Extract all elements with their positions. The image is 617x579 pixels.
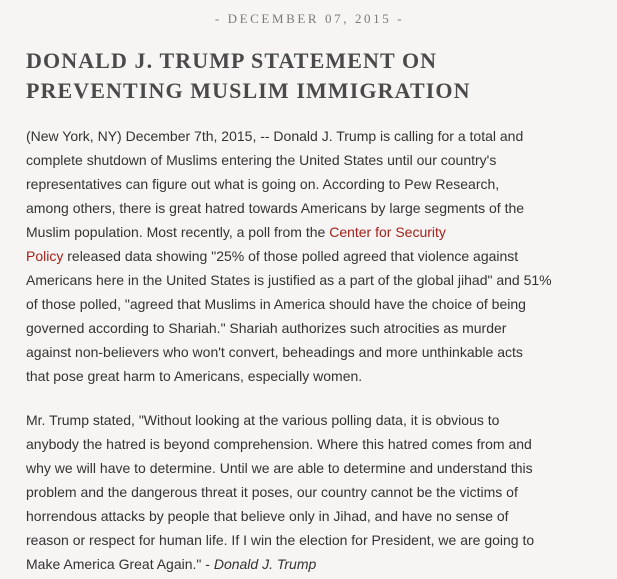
title-line-1: DONALD J. TRUMP STATEMENT ON (26, 48, 438, 73)
paragraph-2-line: horrendous attacks by people that believe only in Jihad, and have no sense of (26, 508, 509, 524)
paragraph-1-line: complete shutdown of Muslims entering the United States until our country's (26, 152, 497, 168)
paragraph-1-line: among others, there is great hatred towards Americans by large segments of the (26, 200, 525, 216)
paragraph-1-line (26, 220, 594, 244)
article-title (26, 46, 593, 106)
paragraph-1-line: of those polled, "agreed that Muslims in America should have the choice of being (26, 296, 526, 312)
paragraph-2-line: Mr. Trump stated, "Without looking at the various polling data, it is obvious to (26, 412, 500, 428)
paragraph-1-line: governed according to Shariah." Shariah authorizes such atrocities as murder (26, 320, 507, 336)
paragraph-2-line: problem and the dangerous threat it poses, our country cannot be the victims of (26, 484, 518, 500)
paragraph-2-line: anybody the hatred is beyond comprehension. Where this hatred comes from and (26, 436, 532, 452)
author-name: Donald J. Trump (213, 556, 317, 572)
paragraph-1-line: against non-believers who won't convert, beheadings and more unthinkable acts (26, 344, 523, 360)
paragraph-1-line: that pose great harm to Americans, especially women. (26, 368, 363, 384)
paragraph-1-line (26, 244, 594, 268)
center-for-security-policy-link[interactable]: Center for Security (329, 224, 446, 240)
title-line-2: PREVENTING MUSLIM IMMIGRATION (26, 78, 471, 103)
paragraph-1-text: released data showing "25% of those polled agreed that violence against (63, 248, 519, 264)
center-for-security-policy-link-continued[interactable]: Policy (26, 248, 64, 264)
paragraph-2-text: Make America Great Again." - (26, 556, 214, 572)
paragraph-1-line: representatives can figure out what is going on. According to Pew Research, (26, 176, 500, 192)
paragraph-1-line: Americans here in the United States is justified as a part of the global jihad" and 51% (26, 272, 552, 288)
paragraph-1 (26, 124, 594, 388)
article-date: - DECEMBER 07, 2015 - (214, 11, 405, 26)
paragraph-2 (26, 408, 594, 576)
paragraph-2-line (26, 552, 594, 576)
paragraph-1-line: (New York, NY) December 7th, 2015, -- Donald J. Trump is calling for a total and (26, 128, 524, 144)
paragraph-1-text: Muslim population. Most recently, a poll from the (26, 224, 330, 240)
paragraph-2-line: reason or respect for human life. If I win the election for President, we are going to (26, 532, 535, 548)
paragraph-2-line: why we will have to determine. Until we are able to determine and understand this (26, 460, 533, 476)
